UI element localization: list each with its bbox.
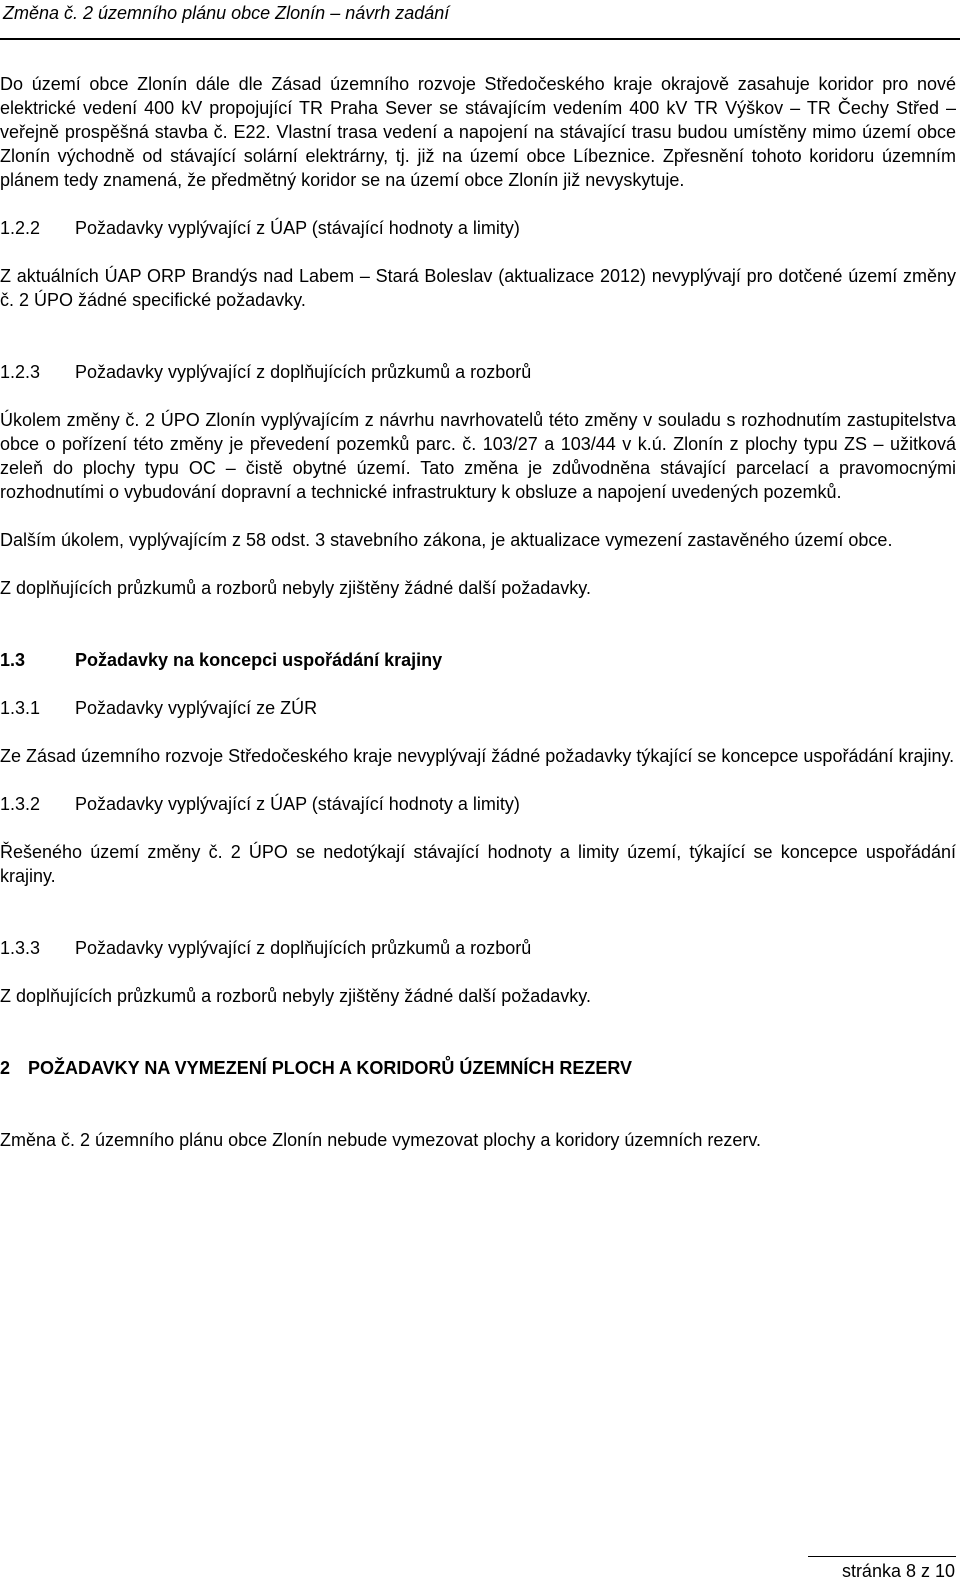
section-title: Požadavky vyplývající z doplňujících průzkumů a rozborů	[75, 362, 532, 382]
section-title: Požadavky vyplývající z ÚAP (stávající hodnoty a limity)	[75, 794, 520, 814]
section-title: Požadavky vyplývající z ÚAP (stávající hodnoty a limity)	[75, 218, 520, 238]
paragraph-uap: Z aktuálních ÚAP ORP Brandýs nad Labem – Stará Boleslav (aktualizace 2012) nevyplývají pro dotčené území změny č. 2 ÚPO žádné specifické požadavky.	[0, 266, 956, 310]
section-title: Požadavky na koncepci uspořádání krajiny	[75, 650, 443, 670]
paragraph-reserves: Změna č. 2 územního plánu obce Zlonín nebude vymezovat plochy a koridory územních rezerv.	[0, 1130, 762, 1150]
document-title: Změna č. 2 územního plánu obce Zlonín – návrh zadání	[3, 3, 450, 23]
section-number: 1.2.3	[0, 362, 41, 382]
paragraph-further-task: Dalším úkolem, vyplývajícím z 58 odst. 3 stavebního zákona, je aktualizace vymezení zastavěného území obce.	[0, 530, 893, 550]
document-body	[0, 72, 956, 1152]
section-title: Požadavky vyplývající z doplňujících průzkumů a rozborů	[75, 938, 532, 958]
paragraph-no-requirements-2: Z doplňujících průzkumů a rozborů nebyly zjištěny žádné další požadavky.	[0, 986, 591, 1006]
header-divider	[0, 38, 960, 40]
paragraph-zur: Ze Zásad územního rozvoje Středočeského kraje nevyplývají žádné požadavky týkající se koncepce uspořádání krajiny.	[0, 746, 955, 766]
heading-1-2-3	[0, 360, 956, 384]
page-number: stránka 8 z 10	[841, 1561, 955, 1581]
heading-1-3-1	[0, 696, 956, 720]
section-number: 1.3.2	[0, 794, 41, 814]
section-number: 2	[0, 1058, 11, 1078]
footer-divider	[808, 1556, 956, 1557]
section-title: Požadavky vyplývající ze ZÚR	[75, 698, 318, 718]
heading-1-3-2	[0, 792, 956, 816]
section-title: POŽADAVKY NA VYMEZENÍ PLOCH A KORIDORŮ ÚZEMNÍCH REZERV	[28, 1058, 633, 1078]
heading-2	[0, 1056, 956, 1080]
page-header	[0, 0, 960, 44]
heading-1-3-3	[0, 936, 956, 960]
section-number: 1.2.2	[0, 218, 41, 238]
section-number: 1.3	[0, 650, 26, 670]
paragraph-solved-area: Řešeného území změny č. 2 ÚPO se nedotýkají stávající hodnoty a limity území, týkající se koncepce uspořádání krajiny.	[0, 842, 956, 886]
heading-1-2-2	[0, 216, 956, 240]
section-number: 1.3.1	[0, 698, 41, 718]
paragraph-e22-corridor: Do území obce Zlonín dále dle Zásad územního rozvoje Středočeského kraje okrajově zasahuje koridor pro nové elektrické vedení 400 kV propojující TR Praha Sever se stávajícím vedením 400 kV TR Výškov – TR Čechy Střed – veřejně prospěšná stavba č. E22. Vlastní trasa vedení a napojení na stávající trasu budou umístěny mimo území obce Zlonín východně od stávající solární elektrárny, tj. již na území obce Líbeznice. Zpřesnění tohoto koridoru územním plánem tedy znamená, že předmětný koridor se na území obce Zlonín již nevyskytuje.	[0, 74, 956, 190]
section-number: 1.3.3	[0, 938, 41, 958]
heading-1-3	[0, 648, 956, 672]
paragraph-task: Úkolem změny č. 2 ÚPO Zlonín vyplývajícím z návrhu navrhovatelů této změny v souladu s rozhodnutím zastupitelstva obce o pořízení této změny je převedení pozemků parc. č. 103/27 a 103/44 v k.ú. Zlonín z plochy typu ZS – užitková zeleň do plochy typu OC – čistě obytné území. Tato změna je zdůvodněna stávající parcelací a pravomocnými rozhodnutími o vybudování dopravní a technické infrastruktury k obsluze a napojení uvedených pozemků.	[0, 410, 956, 502]
paragraph-no-requirements: Z doplňujících průzkumů a rozborů nebyly zjištěny žádné další požadavky.	[0, 578, 591, 598]
